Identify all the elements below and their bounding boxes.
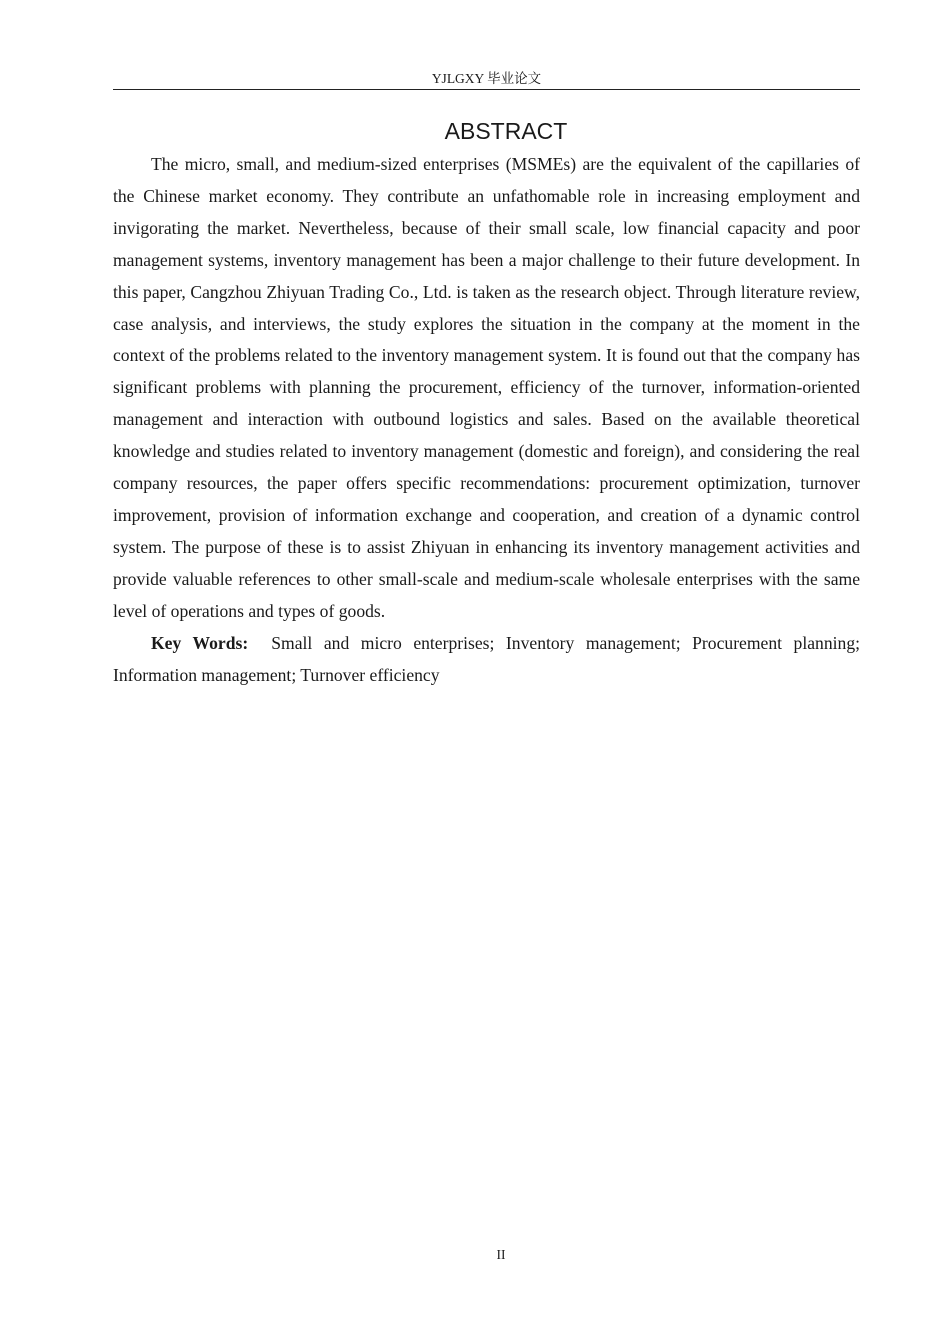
abstract-body [113, 149, 860, 691]
keywords-label: Key Words: [151, 632, 249, 653]
page-number: II [496, 1247, 506, 1262]
header-text: YJLGXY 毕业论文 [431, 71, 542, 86]
keywords-paragraph [113, 628, 860, 692]
abstract-title: ABSTRACT [444, 118, 568, 144]
abstract-paragraph: The micro, small, and medium-sized enterprises (MSMEs) are the equivalent of the capillaries of the Chinese market economy. They contribute an unfathomable role in increasing employment and invigorating the market. Nevertheless, because of their small scale, low financial capacity and poor management systems, inventory management has been a major challenge to their future development. In this paper, Cangzhou Zhiyuan Trading Co., Ltd. is taken as the research object. Through literature review, case analysis, and interviews, the study explores the situation in the company at the moment in the context of the problems related to the inventory management system. It is found out that the company has significant problems with planning the procurement, efficiency of the turnover, information-oriented management and interaction with outbound logistics and sales. Based on the available theoretical knowledge and studies related to inventory management (domestic and foreign), and considering the real company resources, the paper offers specific recommendations: procurement optimization, turnover improvement, provision of information exchange and cooperation, and creation of a dynamic control system. The purpose of these is to assist Zhiyuan in enhancing its inventory management activities and provide valuable references to other small-scale and medium-scale wholesale enterprises with the same level of operations and types of goods. [113, 154, 860, 621]
keywords-list: Small and micro enterprises; Inventory management; Procurement planning; Information management; Turnover efficiency [113, 632, 861, 685]
page-header [113, 70, 860, 90]
